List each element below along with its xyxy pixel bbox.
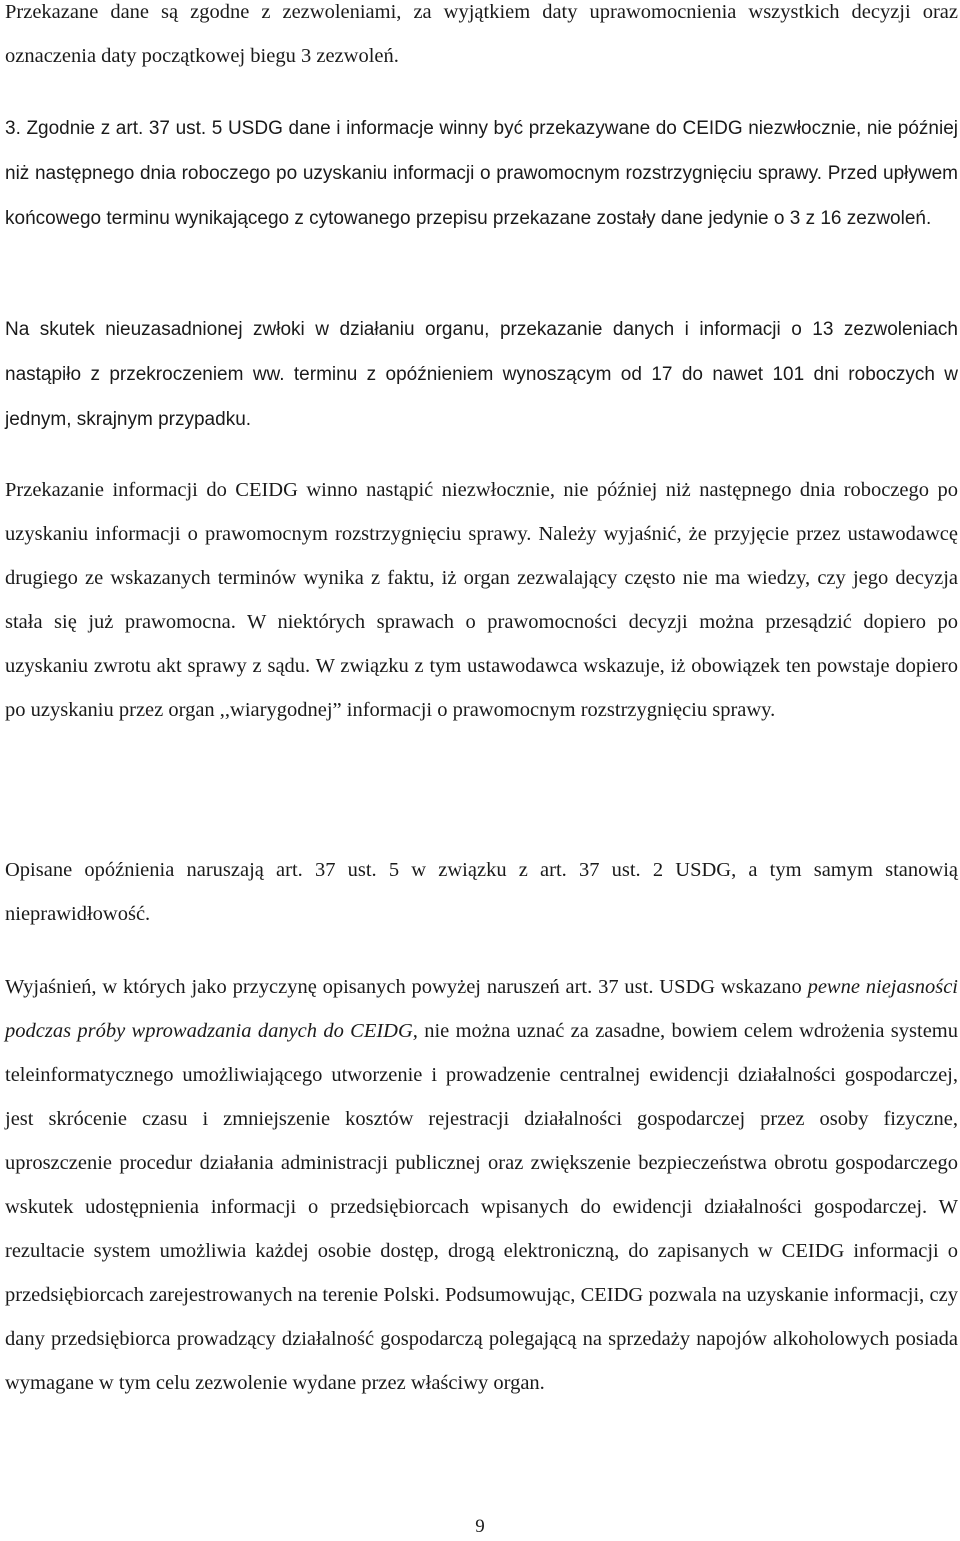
paragraph-text: Na skutek nieuzasadnionej zwłoki w działaniu organu, przekazanie danych i informacji o 13 zezwoleniach nastąpiło z przekroczeniem ww. bbox=[5, 319, 958, 385]
paragraph-delay bbox=[5, 307, 958, 442]
paragraph-violation bbox=[5, 848, 958, 936]
emphasized-text: pewne niejasności podczas próby wprowadzania danych do CEIDG, bbox=[5, 976, 958, 1042]
paragraph-text: Opisane opóźnienia naruszają art. 37 ust. 5 w związku z art. 37 ust. 2 USDG, a tym samym stanowią nieprawidłowość. bbox=[5, 859, 958, 925]
paragraph-point-3 bbox=[5, 106, 958, 241]
paragraph-data-consistency bbox=[5, 0, 958, 78]
paragraph-explanations bbox=[5, 965, 958, 1405]
paragraph-text: 3. Zgodnie z art. 37 ust. 5 USDG dane i informacje winny być przekazywane do CEIDG niezwłocznie, nie później niż następnego dnia roboczego po uzyskaniu informacji o prawomocnym rozstrzygnięciu sprawy. bbox=[5, 118, 958, 184]
paragraph-text: Przekazane dane są zgodne z zezwoleniami, za wyjątkiem daty uprawomocnienia wszystkich decyzji oraz oznaczenia daty początkowej biegu 3 zezwoleń. bbox=[5, 1, 958, 67]
paragraph-text: Przed upływem końcowego terminu wynikającego z cytowanego przepisu przekazane zostały dane jedynie o 3 z 16 zezwoleń. bbox=[5, 163, 958, 229]
page-number: 9 bbox=[475, 1516, 485, 1537]
paragraph-text: terminu z opóźnieniem wynoszącym od 17 do nawet 101 dni roboczych w jednym, skrajnym przypadku. bbox=[5, 364, 959, 430]
paragraph-ceidg-obligation bbox=[5, 468, 958, 732]
paragraph-text: W rezultacie system umożliwia każdej osobie dostęp, drogą elektroniczną, do zapisanych w CEIDG informacji o przedsiębiorcach zarejestrowanych na terenie Polski. Podsumowując, CEIDG pozwala na uzyskanie informacji, czy dany przedsiębiorca prowadzący działalność gospodarczą polegającą na sprzedaży napojów alkoholowych posiada wymagane w tym celu zezwolenie wydane przez właściwy organ. bbox=[5, 1196, 958, 1394]
paragraph-text: Przekazanie informacji do CEIDG winno nastąpić niezwłocznie, nie później niż następnego dnia roboczego po uzyskaniu informacji o prawomocnym rozstrzygnięciu sprawy. Należy wyjaśnić, że przyjęcie przez ustawodawcę drugiego ze wskazanych terminów wynika z faktu, iż organ zezwalający często nie ma wiedzy, czy jego decyzja stała się już prawomocna. W niektórych sprawach o prawomocności decyzji można przesądzić dopiero po uzyskaniu zwrotu akt sprawy z sądu. W związku z tym ustawodawca wskazuje, iż obowiązek ten powstaje dopiero po uzyskaniu przez organ ,,wiarygodnej” informacji o prawomocnym rozstrzygnięciu sprawy. bbox=[5, 479, 958, 721]
paragraph-text: Wyjaśnień, w których jako przyczynę opisanych powyżej naruszeń art. 37 ust. USDG wskazano bbox=[5, 976, 808, 998]
paragraph-text: nie można uznać za zasadne, bowiem celem wdrożenia systemu teleinformatycznego umożliwiającego utworzenie i prowadzenie centralnej ewidencji działalności gospodarczej, jest skrócenie czasu i zmniejszenie kosztów rejestracji działalności gospodarczej przez osoby fizyczne, uproszczenie procedur działania administracji publicznej oraz zwiększenie bezpieczeństwa obrotu gospodarczego wskutek udostępnienia informacji o przedsiębiorcach wpisanych do ewidencji działalności gospodarczej. bbox=[5, 1020, 959, 1218]
